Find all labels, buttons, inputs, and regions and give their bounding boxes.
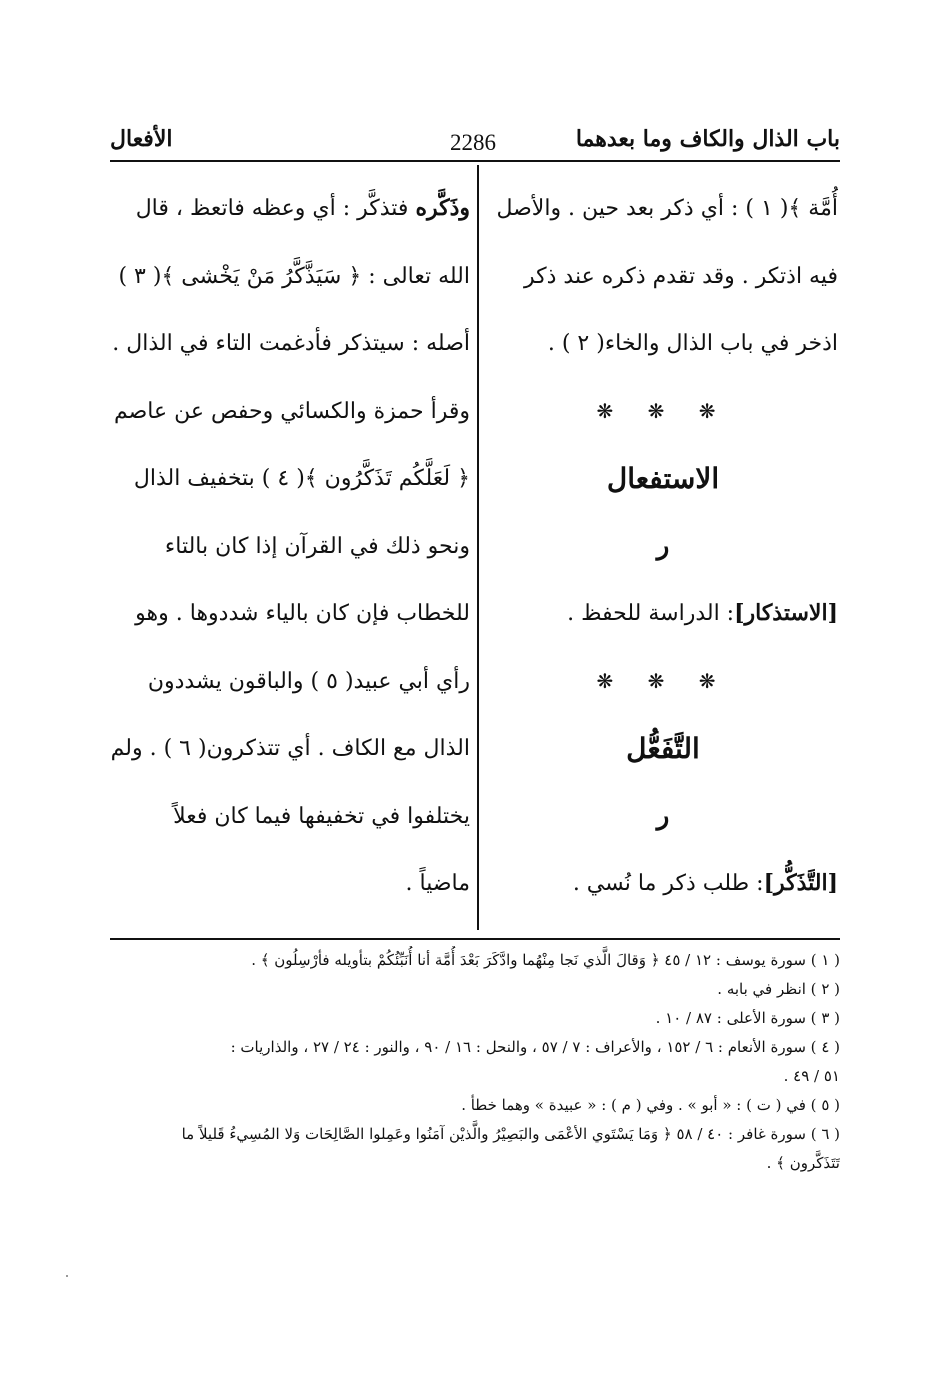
text-line: أُمَّة ﴾( ١ ) : أي ذكر بعد حين . والأصل: [496, 196, 838, 221]
text-line: ماضياً .: [405, 871, 470, 896]
footnote-rule: [110, 938, 840, 940]
text-line: الذال مع الكاف . أي تتذكرون( ٦ ) . ولم: [110, 736, 470, 761]
text-line: أصله : سيتذكر فأدغمت التاء في الذال .: [112, 331, 470, 356]
text-line: الله تعالى : ﴿ سَيَذَّكَّرُ مَنْ يَخْشى ﴾( ٣ ): [118, 263, 470, 289]
right-column: [488, 175, 838, 918]
text-line: ﴿ لَعَلَّكُم تَذَكَّرُون ﴾( ٤ ) بتخفيف الذال: [133, 466, 470, 491]
left-column: [110, 175, 470, 918]
entry-tadhakkur: [488, 850, 838, 918]
entry-term: وذَكَّره: [415, 195, 470, 221]
section-separator: ❋ ❋ ❋: [596, 668, 730, 693]
column-divider: [477, 165, 479, 930]
header-section-title: باب الذال والكاف وما بعدهما: [575, 126, 840, 152]
section-heading-istifal: الاستفعال: [606, 462, 720, 495]
entry-term: [التَّذَكُّر]: [763, 870, 838, 896]
footnote-6-continuation: تَتَذَكَّرون ﴾ .: [766, 1154, 840, 1172]
footnotes: [110, 946, 840, 1178]
header-chapter-title: الأفعال: [110, 126, 173, 152]
entry-istidhkar: [488, 580, 838, 648]
text-line: يختلفوا في تخفيفها فيما كان فعلاً: [173, 803, 470, 829]
text-line: فيه اذتكر . وقد تقدم ذكره عند ذكر: [524, 263, 838, 289]
text-line: وقرأ حمزة والكسائي وحفص عن عاصم: [113, 398, 470, 424]
header-rule: [110, 160, 840, 162]
footnote-1: ( ١ ) سورة يوسف : ١٢ / ٤٥ ﴿ وَقالَ الَّذي نَجا مِنْهُما وادَّكَرَ بَعْدَ أُمَّة أنا أُنَبِّئُكُمْ بتأويله فأرْسِلُون ﴾ .: [251, 951, 840, 969]
text-line: للخطاب فإن كان بالياء شددوها . وهو: [135, 601, 470, 626]
entry-definition: فتذكَّر : أي وعظه فاتعظ ، قال: [135, 196, 416, 221]
entry-definition: : طلب ذكر ما نُسي .: [572, 871, 764, 896]
footnote-4-continuation: ٥١ / ٤٩ .: [783, 1067, 840, 1085]
section-heading-tafaul: التَّفَعُّل: [626, 732, 700, 765]
text-line: [110, 175, 470, 243]
entry-definition: : الدراسة للحفظ .: [567, 601, 735, 626]
footnote-3: ( ٣ ) سورة الأعلى : ٨٧ / ١٠ .: [655, 1009, 840, 1027]
footnote-5: ( ٥ ) في ( ت ) : « أبو » . وفي ( م ) : « عبيدة » وهما خطأ .: [461, 1096, 840, 1114]
page-number: 2286: [450, 130, 496, 155]
footnote-6: ( ٦ ) سورة غافر : ٤٠ / ٥٨ ﴿ وَمَا يَسْتَوي الأعْمَى والبَصِيْرُ والَّذيْن آمَنُوا وعَمِلوا الصَّالِحَات وَلا المُسِيءُ قَليلاً ما: [181, 1125, 840, 1143]
entry-term: [الاستذكار]: [734, 600, 838, 626]
scan-speck: [66, 1275, 68, 1277]
root-letter: ر: [656, 530, 670, 561]
text-line: اذخر في باب الذال والخاء( ٢ ) .: [547, 331, 838, 356]
section-separator: ❋ ❋ ❋: [596, 398, 730, 423]
root-letter: ر: [656, 800, 670, 831]
text-line: رأي أبي عبيد( ٥ ) والباقون يشددون: [147, 668, 470, 694]
footnote-4: ( ٤ ) سورة الأنعام : ٦ / ١٥٢ ، والأعراف : ٧ / ٥٧ ، والنحل : ١٦ / ٩٠ ، والنور : ٢٤ / ٢٧ ، والذاريات :: [230, 1038, 840, 1056]
text-line: ونحو ذلك في القرآن إذا كان بالتاء: [164, 533, 470, 559]
footnote-2: ( ٢ ) انظر في بابه .: [717, 980, 840, 998]
